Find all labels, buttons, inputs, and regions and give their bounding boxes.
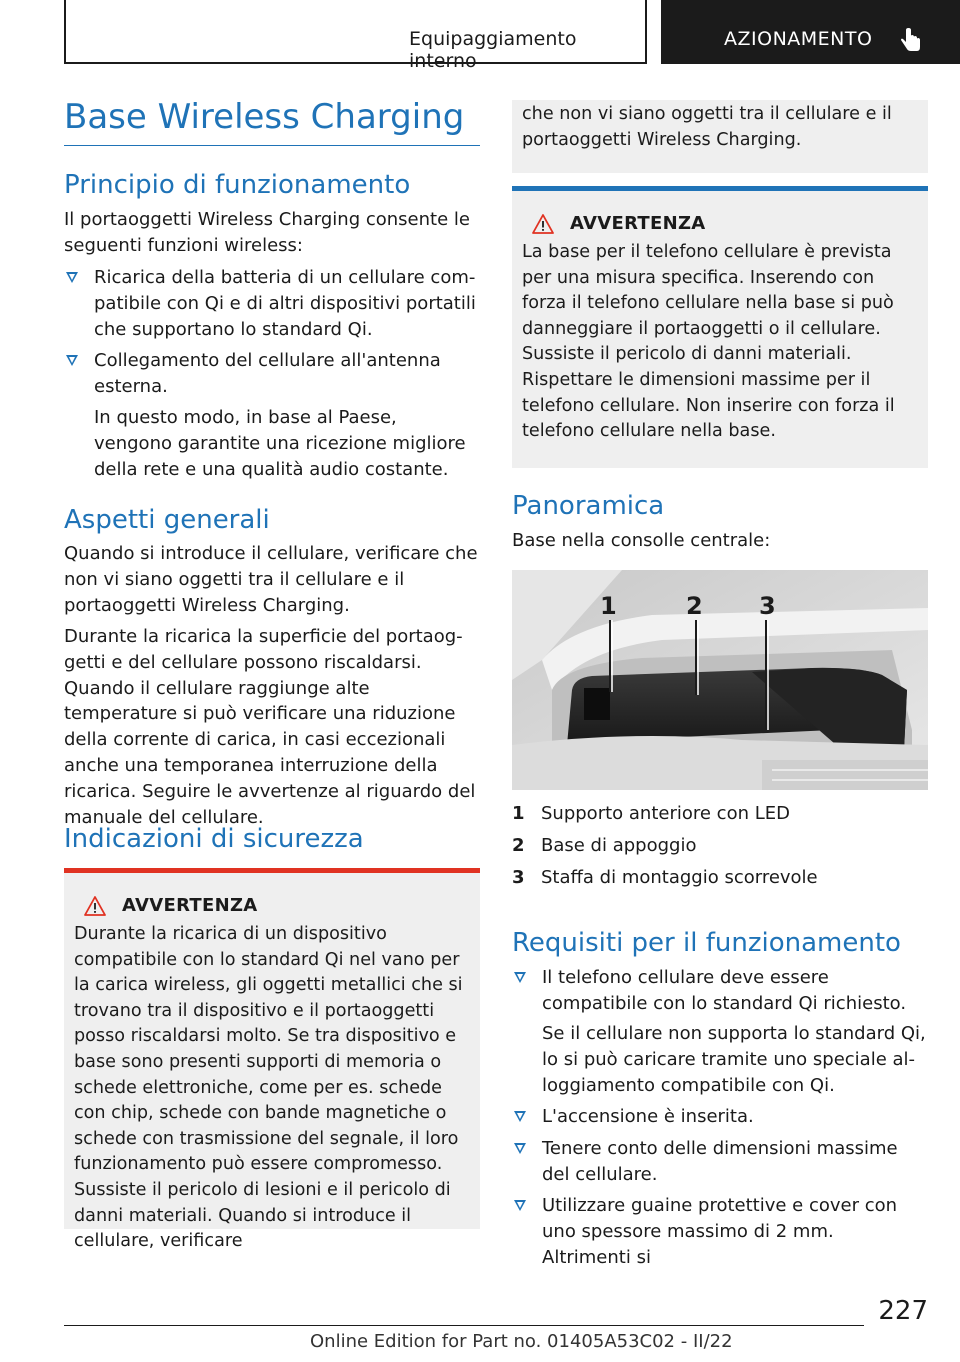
requisiti-bullet-2: L'accensione è inserita. bbox=[512, 1104, 928, 1130]
figure-callout-2: 2 bbox=[686, 592, 703, 620]
warning-box-1-continued bbox=[512, 100, 928, 173]
warning-header bbox=[532, 213, 918, 234]
header-chapter-title: AZIONAMENTO bbox=[724, 28, 873, 50]
heading-aspetti: Aspetti generali bbox=[64, 505, 270, 535]
warning-title: AVVERTENZA bbox=[122, 895, 258, 916]
heading-sicurezza: Indicazioni di sicurezza bbox=[64, 824, 364, 854]
figure-callout-3: 3 bbox=[759, 592, 776, 620]
requisiti-bullet-1: Il telefono cellulare deve essere compatibile con lo standard Qi richiesto. bbox=[512, 965, 928, 1017]
page-number: 227 bbox=[878, 1296, 928, 1326]
bullet-triangle-icon bbox=[514, 1111, 526, 1122]
bullet-triangle-icon bbox=[66, 355, 78, 366]
header-section-box bbox=[64, 0, 647, 72]
principio-bullet-1: Ricarica della batteria di un cellulare compatibile con Qi e di altri dispositivi portatili che supportano lo standard Qi. bbox=[64, 265, 480, 342]
warning-triangle-icon bbox=[532, 214, 554, 234]
bullet-triangle-icon bbox=[514, 972, 526, 983]
warning-box-2 bbox=[512, 186, 928, 468]
figure-legend bbox=[512, 798, 928, 894]
warning-continued-text: che non vi siano oggetti tra il cellulare e il portaoggetti Wireless Charging. bbox=[522, 104, 892, 150]
page-title: Base Wireless Charging bbox=[64, 97, 480, 146]
bullet-triangle-icon bbox=[66, 272, 78, 283]
footer-divider bbox=[64, 1325, 864, 1326]
legend-item: 3 Staffa di montaggio scorrevole bbox=[512, 867, 818, 888]
requisiti-bullet-4: Utilizzare guaine protettive e cover con uno spessore massimo di 2 mm. Altrimenti si bbox=[512, 1193, 928, 1270]
console-illustration bbox=[512, 570, 928, 790]
hand-pointer-icon bbox=[897, 26, 925, 54]
panoramica-intro: Base nella consolle centrale: bbox=[512, 530, 771, 551]
heading-panoramica: Panoramica bbox=[512, 491, 665, 521]
console-charging-base-image bbox=[512, 570, 928, 790]
bullet-triangle-icon bbox=[514, 1143, 526, 1154]
requisiti-bullet-3: Tenere conto delle dimensioni massime del cellulare. bbox=[512, 1136, 928, 1188]
figure-callout-1: 1 bbox=[600, 592, 617, 620]
warning-text: Durante la ricarica di un dispositivo compatibile con lo standard Qi nel vano per la carica wireless, gli oggetti metallici che si trovano tra il dispositivo e il portaoggetti posso riscaldarsi molto. Se tra dispositivo e base sono presenti supporti di memoria o schede elettroniche, come per es. schede con chip, schede con bande magnetiche o schede con trasmissione del segnale, il loro funzionamento può essere compromesso. Sussiste il pericolo di lesioni e il pericolo di danni materiali. Quando si introduce il cellulare, verificare bbox=[74, 924, 463, 1252]
principio-intro: Il portaoggetti Wireless Charging consente le seguenti funzioni wireless: bbox=[64, 209, 470, 256]
warning-title: AVVERTENZA bbox=[570, 213, 706, 234]
principio-bullet-2: Collegamento del cellulare all'antenna esterna. bbox=[64, 348, 480, 400]
requisiti-bullet-1-detail: Se il cellulare non supporta lo standard Qi, lo si può caricare tramite uno speciale alloggiamento compatibile con Qi. bbox=[542, 1023, 926, 1096]
warning-box-1 bbox=[64, 868, 480, 1252]
principio-bullet-2-detail: In questo modo, in base al Paese, vengono garantite una ricezione migliore della rete e una qualità audio costante. bbox=[94, 407, 466, 480]
header-section-title: Equipaggiamento interno bbox=[409, 28, 577, 72]
footer-edition: Online Edition for Part no. 01405A53C02 - II/22 bbox=[310, 1331, 733, 1352]
heading-principio: Principio di funzionamento bbox=[64, 170, 411, 200]
legend-item: 2 Base di appoggio bbox=[512, 835, 697, 856]
warning-header bbox=[84, 895, 470, 916]
heading-requisiti: Requisiti per il funzionamento bbox=[512, 928, 901, 958]
warning-text: La base per il telefono cellulare è prevista per una misura specifica. Inserendo con forza il telefono cellulare nella base si può danneggiare il portaoggetti o il cellulare. Sussiste il pericolo di danni materiali. Rispettare le dimensioni massime per il telefono cellulare. Non inserire con forza il telefono cellulare nella base. bbox=[522, 242, 895, 442]
header-chapter-box bbox=[661, 0, 960, 64]
warning-triangle-icon bbox=[84, 896, 106, 916]
aspetti-paragraph-1: Quando si introduce il cellulare, verificare che non vi siano oggetti tra il cellulare e il portaoggetti Wireless Charging. bbox=[64, 543, 478, 616]
legend-item: 1 Supporto anteriore con LED bbox=[512, 803, 790, 824]
bullet-triangle-icon bbox=[514, 1200, 526, 1211]
aspetti-paragraph-2: Durante la ricarica la superficie del portaoggetti e del cellulare possono riscaldarsi. Quando il cellulare raggiunge alte temperature si può verificare una riduzione della corrente di carica, in casi eccezionali anche una temporanea interruzione della ricarica. Seguire le avvertenze al riguardo del manuale del cellulare. bbox=[64, 626, 476, 828]
